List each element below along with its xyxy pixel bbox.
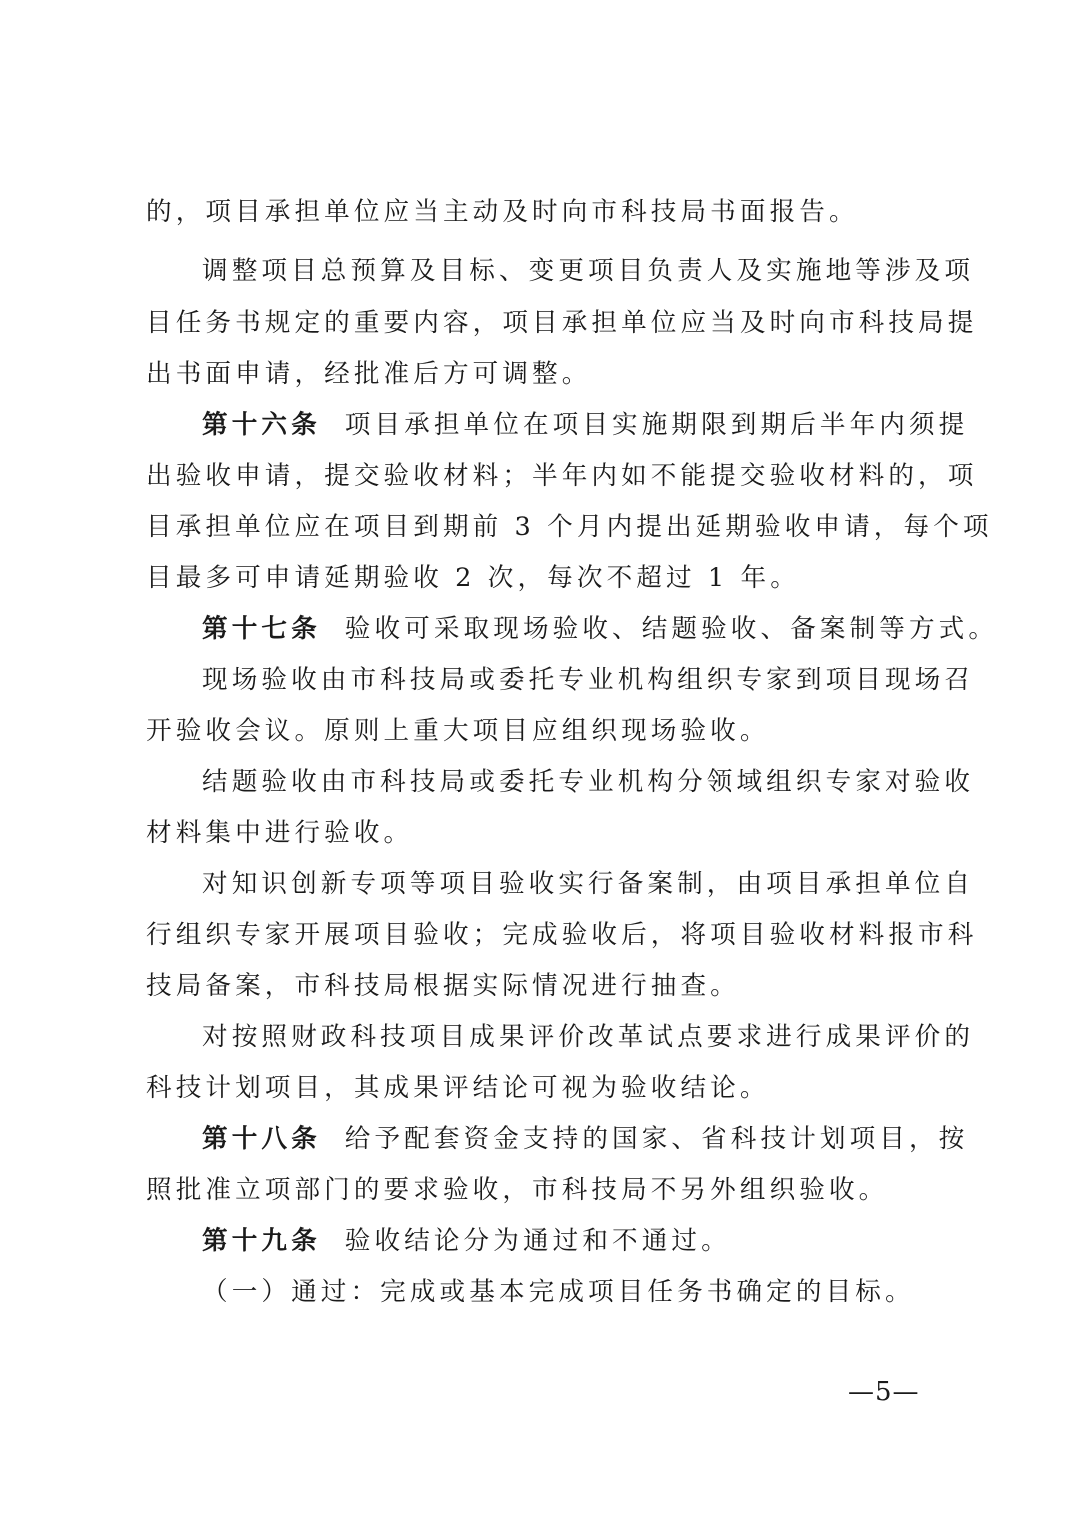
article-16 bbox=[202, 405, 968, 445]
article-heading: 第十七条 bbox=[202, 614, 321, 644]
article-heading: 第十九条 bbox=[202, 1226, 321, 1256]
line-text: 目承担单位应在项目到期前 3 个月内提出延期验收申请，每个项 bbox=[146, 512, 993, 542]
text-line bbox=[146, 558, 800, 598]
text-line bbox=[146, 192, 859, 232]
line-text: 技局备案，市科技局根据实际情况进行抽查。 bbox=[146, 971, 740, 1001]
text-line bbox=[146, 1170, 888, 1210]
line-text: 项目承担单位在项目实施期限到期后半年内须提 bbox=[344, 410, 969, 440]
line-text: 材料集中进行验收。 bbox=[146, 818, 414, 848]
text-line bbox=[146, 966, 740, 1006]
text-line bbox=[146, 711, 770, 751]
line-text: 调整项目总预算及目标、变更项目负责人及实施地等涉及项 bbox=[202, 256, 975, 286]
text-line bbox=[146, 303, 977, 343]
text-line bbox=[146, 456, 977, 496]
article-heading: 第十八条 bbox=[202, 1124, 321, 1154]
text-line bbox=[146, 1068, 770, 1108]
line-text: 出验收申请，提交验收材料；半年内如不能提交验收材料的，项 bbox=[146, 461, 978, 491]
paragraph-line bbox=[202, 251, 974, 291]
paragraph-line bbox=[202, 1272, 915, 1312]
text-line bbox=[146, 915, 977, 955]
line-text: 目最多可申请延期验收 2 次，每次不超过 1 年。 bbox=[146, 563, 800, 593]
page-number: —5— bbox=[848, 1377, 920, 1407]
line-text: 结题验收由市科技局或委托专业机构分领域组织专家对验收 bbox=[202, 767, 975, 797]
text-line bbox=[146, 507, 993, 547]
paragraph-line bbox=[202, 1017, 974, 1057]
line-text: 行组织专家开展项目验收；完成验收后，将项目验收材料报市科 bbox=[146, 920, 978, 950]
line-text: 验收可采取现场验收、结题验收、备案制等方式。 bbox=[344, 614, 999, 644]
line-text: 对按照财政科技项目成果评价改革试点要求进行成果评价的 bbox=[202, 1022, 975, 1052]
article-heading: 第十六条 bbox=[202, 410, 321, 440]
text-line bbox=[146, 354, 591, 394]
line-text: 给予配套资金支持的国家、省科技计划项目，按 bbox=[344, 1124, 969, 1154]
article-17 bbox=[202, 609, 998, 649]
line-text: 验收结论分为通过和不通过。 bbox=[344, 1226, 731, 1256]
text-line bbox=[146, 813, 413, 853]
line-text: 目任务书规定的重要内容，项目承担单位应当及时向市科技局提 bbox=[146, 308, 978, 338]
line-text: 现场验收由市科技局或委托专业机构组织专家到项目现场召 bbox=[202, 665, 975, 695]
article-18 bbox=[202, 1119, 968, 1159]
line-text: （一）通过：完成或基本完成项目任务书确定的目标。 bbox=[202, 1277, 915, 1307]
line-text: 对知识创新专项等项目验收实行备案制，由项目承担单位自 bbox=[202, 869, 975, 899]
line-text: 照批准立项部门的要求验收，市科技局不另外组织验收。 bbox=[146, 1175, 889, 1205]
paragraph-line bbox=[202, 864, 974, 904]
paragraph-line bbox=[202, 762, 974, 802]
line-text: 开验收会议。原则上重大项目应组织现场验收。 bbox=[146, 716, 770, 746]
line-text: 出书面申请，经批准后方可调整。 bbox=[146, 359, 592, 389]
line-text: 的，项目承担单位应当主动及时向市科技局书面报告。 bbox=[146, 197, 859, 227]
line-text: 科技计划项目，其成果评结论可视为验收结论。 bbox=[146, 1073, 770, 1103]
paragraph-line bbox=[202, 660, 974, 700]
article-19 bbox=[202, 1221, 731, 1261]
